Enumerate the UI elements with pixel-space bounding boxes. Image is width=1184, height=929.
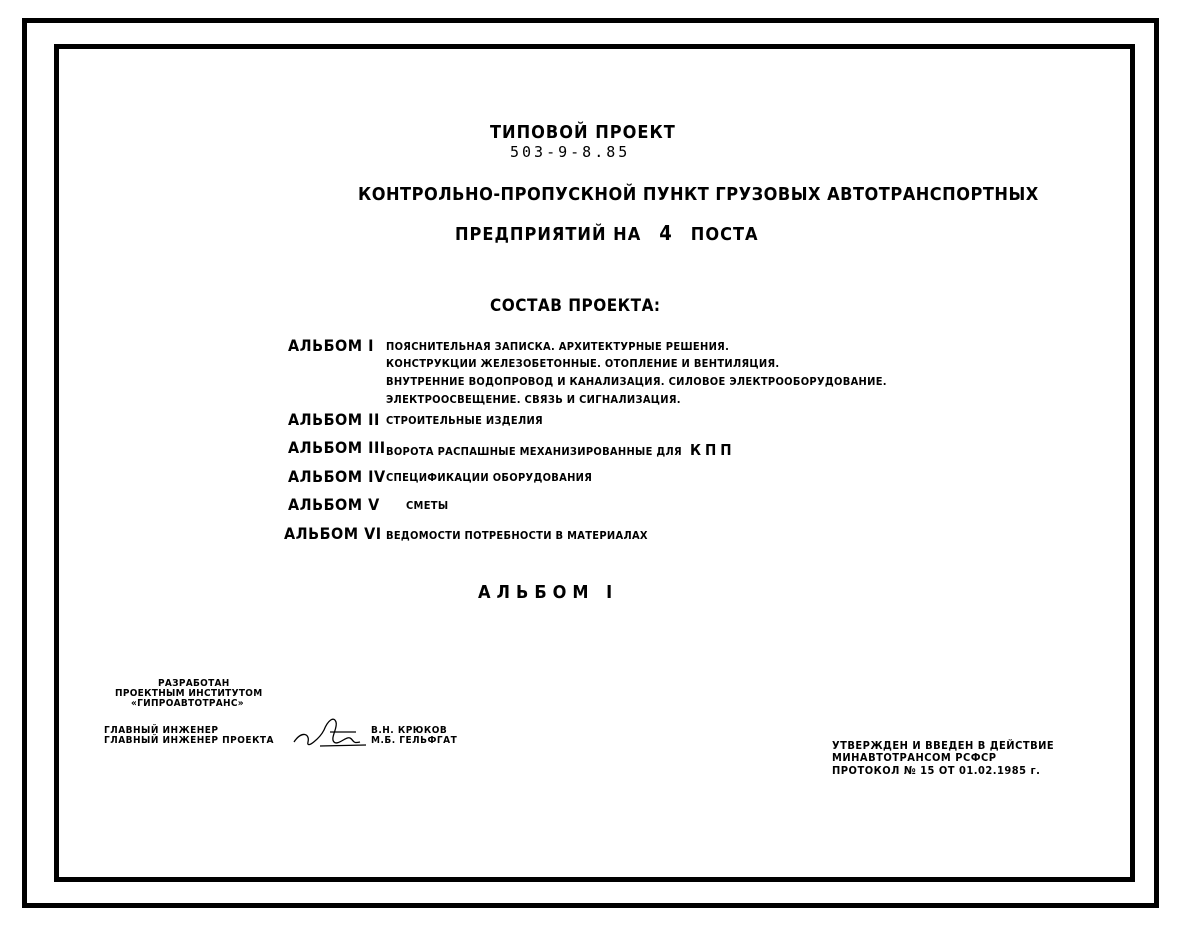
developer-line: ПРОЕКТНЫМ ИНСТИТУТОМ: [115, 688, 263, 699]
album-label: АЛЬБОМ VI: [284, 524, 382, 543]
current-album: АЛЬБОМ I: [478, 582, 619, 603]
developer-line: РАЗРАБОТАН: [158, 678, 230, 689]
project-name-suffix: ПОСТА: [690, 224, 759, 245]
album-description: ЭЛЕКТРООСВЕЩЕНИЕ. СВЯЗЬ И СИГНАЛИЗАЦИЯ.: [386, 393, 681, 406]
album-label: АЛЬБОМ V: [288, 495, 380, 514]
signature-icon: [290, 712, 370, 752]
chief-engineer-name: В.Н. КРЮКОВ: [371, 725, 448, 736]
developer-line: «ГИПРОАВТОТРАНС»: [131, 698, 244, 709]
composition-heading: СОСТАВ ПРОЕКТА:: [490, 296, 661, 316]
album-description: ПОЯСНИТЕЛЬНАЯ ЗАПИСКА. АРХИТЕКТУРНЫЕ РЕШЕНИЯ.: [386, 340, 730, 353]
album-label: АЛЬБОМ IV: [288, 467, 386, 486]
approval-line: МИНАВТОТРАНСОМ РСФСР: [832, 751, 997, 764]
project-code: 503-9-8.85: [510, 143, 631, 161]
album-description: ВЕДОМОСТИ ПОТРЕБНОСТИ В МАТЕРИАЛАХ: [386, 529, 648, 542]
post-count: 4: [659, 221, 673, 245]
album-label: АЛЬБОМ I: [288, 336, 374, 355]
project-name-line1: КОНТРОЛЬНО-ПРОПУСКНОЙ ПУНКТ ГРУЗОВЫХ АВТОТРАНСПОРТНЫХ: [358, 184, 1039, 205]
album-description-text: ВОРОТА РАСПАШНЫЕ МЕХАНИЗИРОВАННЫЕ ДЛЯ: [386, 445, 682, 458]
approval-protocol: ПРОТОКОЛ № 15 ОТ 01.02.1985 г.: [832, 764, 1041, 777]
chief-engineer-role: ГЛАВНЫЙ ИНЖЕНЕР: [104, 725, 219, 736]
chief-project-engineer-role: ГЛАВНЫЙ ИНЖЕНЕР ПРОЕКТА: [104, 735, 275, 746]
approval-line: УТВЕРЖДЕН И ВВЕДЕН В ДЕЙСТВИЕ: [832, 739, 1055, 752]
album-label: АЛЬБОМ III: [288, 438, 386, 457]
album-description: СМЕТЫ: [406, 499, 449, 512]
album-description: СПЕЦИФИКАЦИИ ОБОРУДОВАНИЯ: [386, 471, 593, 484]
album-description: КОНСТРУКЦИИ ЖЕЛЕЗОБЕТОННЫЕ. ОТОПЛЕНИЕ И ВЕНТИЛЯЦИЯ.: [386, 357, 780, 370]
document-title: ТИПОВОЙ ПРОЕКТ: [490, 122, 676, 143]
kpp-abbrev: КПП: [689, 441, 736, 459]
chief-project-engineer-name: М.Б. ГЕЛЬФГАТ: [371, 735, 458, 746]
project-name-line2: [455, 221, 759, 245]
album-label: АЛЬБОМ II: [288, 410, 380, 429]
project-name-prefix: ПРЕДПРИЯТИЙ НА: [455, 224, 642, 245]
album-description: ВНУТРЕННИЕ ВОДОПРОВОД И КАНАЛИЗАЦИЯ. СИЛОВОЕ ЭЛЕКТРООБОРУДОВАНИЕ.: [386, 375, 887, 388]
album-description: [386, 441, 736, 459]
album-description: СТРОИТЕЛЬНЫЕ ИЗДЕЛИЯ: [386, 414, 543, 427]
